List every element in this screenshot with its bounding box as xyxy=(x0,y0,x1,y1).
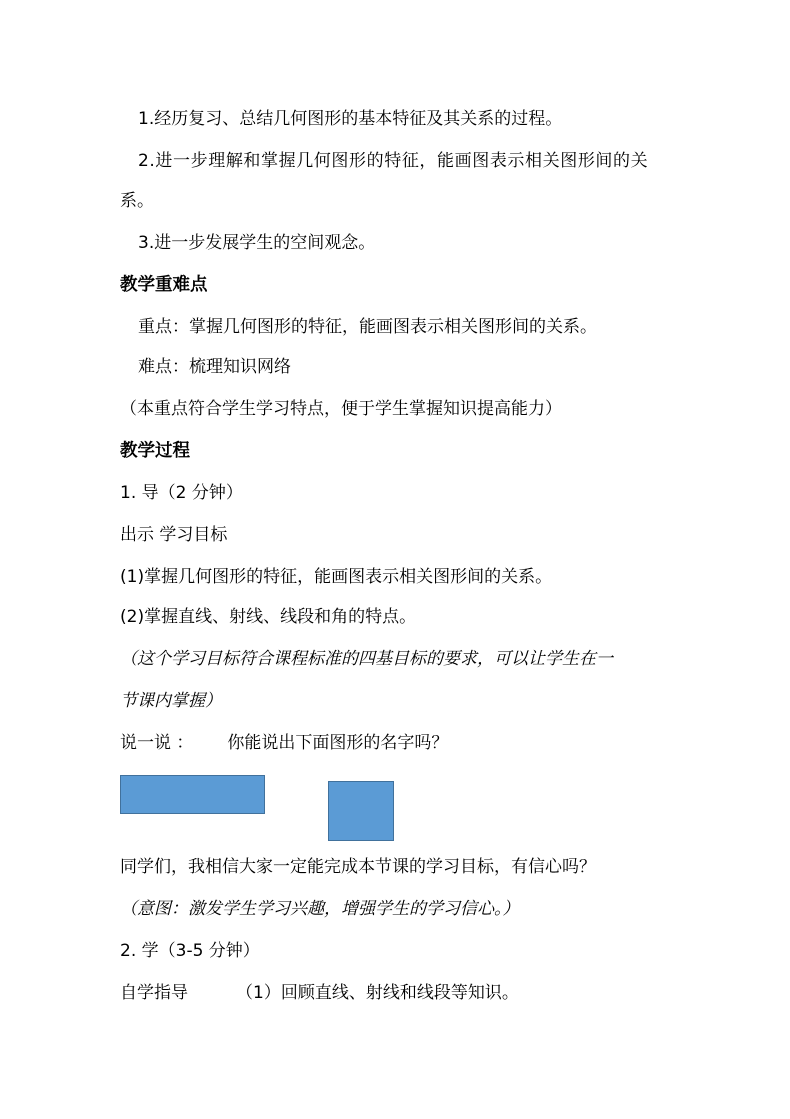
rectangle-shape xyxy=(120,775,265,814)
goal-comment-line2: 节课内掌握） xyxy=(120,691,222,711)
objective-2: 2.进一步理解和掌握几何图形的特征，能画图表示相关图形间的关 xyxy=(138,151,649,171)
key-point-focus: 重点：掌握几何图形的特征，能画图表示相关图形间的关系。 xyxy=(138,317,597,337)
step1-title: 1. 导（2 分钟） xyxy=(120,483,243,503)
goal-1: (1)掌握几何图形的特征，能画图表示相关图形间的关系。 xyxy=(120,567,553,587)
say-line xyxy=(120,732,448,754)
guide-line xyxy=(120,982,519,1004)
say-question: 你能说出下面图形的名字吗？ xyxy=(227,733,449,753)
goal-comment-line1: （这个学习目标符合课程标准的四基目标的要求，可以让学生在一 xyxy=(120,649,613,669)
intent-note: （意图：激发学生学习兴趣，增强学生的学习信心。） xyxy=(120,899,520,919)
square-shape xyxy=(328,781,394,841)
key-points-heading: 教学重难点 xyxy=(120,275,208,295)
guide-label: 自学指导 xyxy=(120,983,188,1003)
objective-3: 3.进一步发展学生的空间观念。 xyxy=(138,233,376,253)
confidence-question: 同学们，我相信大家一定能完成本节课的学习目标，有信心吗？ xyxy=(120,857,596,877)
objective-2-continued: 系。 xyxy=(120,191,154,211)
objective-1: 1.经历复习、总结几何图形的基本特征及其关系的过程。 xyxy=(138,109,563,129)
show-goal: 出示 学习目标 xyxy=(120,525,228,545)
goal-2: (2)掌握直线、射线、线段和角的特点。 xyxy=(120,607,417,627)
process-heading: 教学过程 xyxy=(120,441,190,461)
guide-item: （1）回顾直线、射线和线段等知识。 xyxy=(236,983,519,1003)
key-point-difficulty: 难点：梳理知识网络 xyxy=(138,357,291,377)
key-points-note: （本重点符合学生学习特点，便于学生掌握知识提高能力） xyxy=(120,399,562,419)
say-label: 说一说 ： xyxy=(120,733,194,753)
step2-title: 2. 学（3-5 分钟） xyxy=(120,941,260,961)
